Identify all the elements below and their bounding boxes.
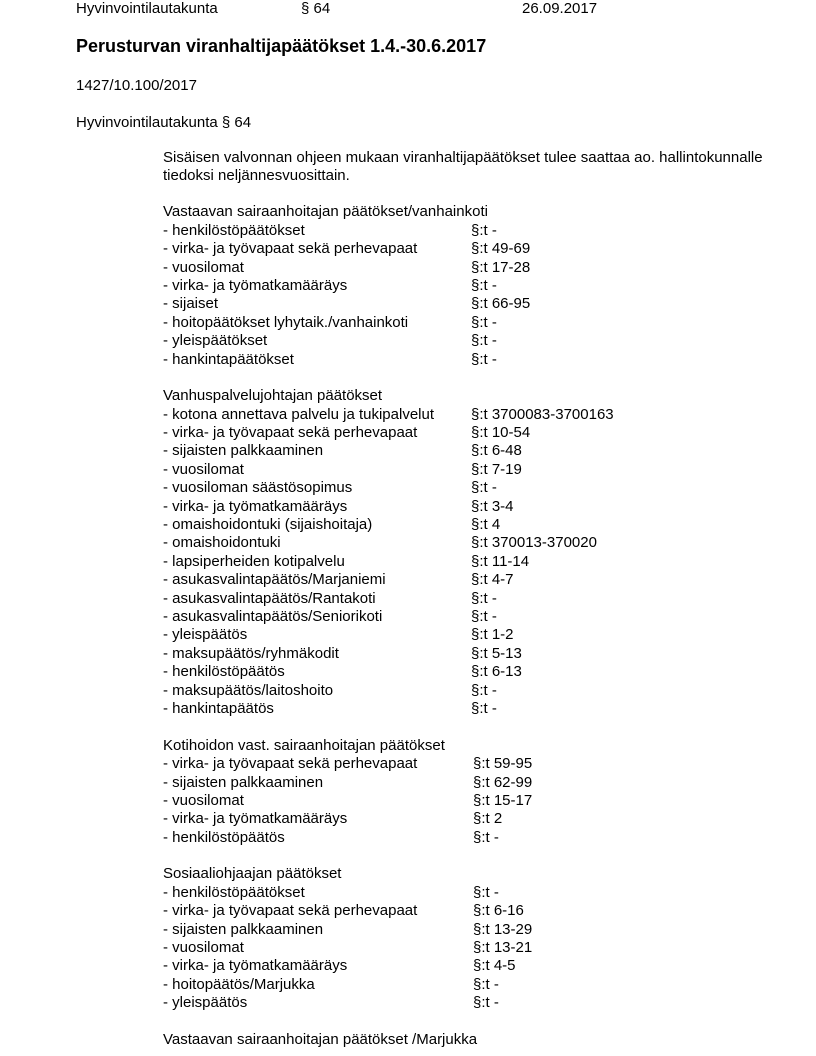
decision-paragraphs: §:t 3700083-3700163 <box>471 405 614 423</box>
decision-label: - henkilöstöpäätökset <box>163 883 305 901</box>
decision-paragraphs: §:t - <box>471 699 497 717</box>
decision-label: - henkilöstöpäätös <box>163 663 285 681</box>
decision-paragraphs: §:t 17-28 <box>471 258 531 276</box>
decision-paragraphs: §:t 4-7 <box>471 571 514 589</box>
decision-section <box>163 1031 803 1049</box>
decision-row <box>163 442 803 460</box>
intro-paragraph: Sisäisen valvonnan ohjeen mukaan viranhaltijapäätökset tulee saattaa ao. hallintokunnalle tiedoksi neljännesvuosittain. <box>163 149 763 184</box>
decision-row <box>163 479 803 497</box>
decision-row <box>163 424 803 442</box>
decision-paragraphs: §:t 66-95 <box>471 295 531 313</box>
header-date: 26.09.2017 <box>522 0 598 17</box>
decision-label: - yleispäätös <box>163 626 248 644</box>
decision-label: - vuosilomat <box>163 460 244 478</box>
decision-row <box>163 829 803 847</box>
decision-label: - virka- ja työvapaat sekä perhevapaat <box>163 424 418 442</box>
decision-paragraphs: §:t 370013-370020 <box>471 534 597 552</box>
decision-label: - sijaiset <box>163 295 219 313</box>
decision-row <box>163 810 803 828</box>
decision-label: - virka- ja työmatkamääräys <box>163 810 348 828</box>
decision-paragraphs: §:t 11-14 <box>471 552 530 570</box>
decision-row <box>163 277 803 295</box>
decision-paragraphs: §:t - <box>473 883 499 901</box>
decision-label: - vuosilomat <box>163 258 244 276</box>
decision-row <box>163 663 803 681</box>
decision-row <box>163 939 803 957</box>
decision-row <box>163 259 803 277</box>
decision-paragraphs: §:t - <box>471 221 497 239</box>
decision-paragraphs: §:t 1-2 <box>471 626 514 644</box>
decision-paragraphs: §:t - <box>471 276 497 294</box>
header-board: Hyvinvointilautakunta <box>76 0 218 17</box>
section-title: Vanhuspalvelujohtajan päätökset <box>163 387 383 405</box>
decision-label: - sijaisten palkkaaminen <box>163 773 324 791</box>
decision-row <box>163 351 803 369</box>
decision-label: - vuosiloman säästösopimus <box>163 479 353 497</box>
decision-paragraphs: §:t 13-29 <box>473 920 533 938</box>
decision-row <box>163 332 803 350</box>
decision-paragraphs: §:t 49-69 <box>471 240 531 258</box>
decision-paragraphs: §:t 13-21 <box>473 939 533 957</box>
decision-label: - virka- ja työvapaat sekä perhevapaat <box>163 755 418 773</box>
decision-row <box>163 461 803 479</box>
decision-paragraphs: §:t - <box>471 313 497 331</box>
decision-row <box>163 240 803 258</box>
decisions-body <box>163 149 803 1049</box>
decision-label: - virka- ja työmatkamääräys <box>163 497 348 515</box>
decision-paragraphs: §:t 7-19 <box>471 460 522 478</box>
decision-label: - hankintapäätös <box>163 699 274 717</box>
decision-paragraphs: §:t - <box>471 350 497 368</box>
decision-label: - virka- ja työvapaat sekä perhevapaat <box>163 902 418 920</box>
decision-row <box>163 406 803 424</box>
decision-label: - yleispäätökset <box>163 332 268 350</box>
decision-label: - hankintapäätökset <box>163 350 294 368</box>
decision-paragraphs: §:t - <box>471 332 497 350</box>
decision-row <box>163 608 803 626</box>
decision-paragraphs: §:t - <box>473 828 499 846</box>
decision-sections <box>163 203 803 1049</box>
decision-paragraphs: §:t 2 <box>473 810 503 828</box>
decision-paragraphs: §:t 6-48 <box>471 442 522 460</box>
section-title: Vastaavan sairaanhoitajan päätökset /Marjukka <box>163 1030 478 1048</box>
decision-label: - hoitopäätös/Marjukka <box>163 975 315 993</box>
section-title: Vastaavan sairaanhoitajan päätökset/vanhainkoti <box>163 203 488 221</box>
decision-label: - virka- ja työmatkamääräys <box>163 957 348 975</box>
decision-label: - omaishoidontuki <box>163 534 281 552</box>
section-title: Kotihoidon vast. sairaanhoitajan päätökset <box>163 736 445 754</box>
decision-row <box>163 626 803 644</box>
decision-label: - lapsiperheiden kotipalvelu <box>163 552 345 570</box>
decision-paragraphs: §:t 4-5 <box>473 957 516 975</box>
decision-paragraphs: §:t - <box>473 975 499 993</box>
decision-section <box>163 737 803 847</box>
decision-section <box>163 865 803 1012</box>
decision-label: - omaishoidontuki (sijaishoitaja) <box>163 516 373 534</box>
decision-paragraphs: §:t 6-16 <box>473 902 524 920</box>
decision-row <box>163 314 803 332</box>
decision-paragraphs: §:t 3-4 <box>471 497 514 515</box>
decision-row <box>163 976 803 994</box>
decision-paragraphs: §:t 59-95 <box>473 755 533 773</box>
board-reference: Hyvinvointilautakunta § 64 <box>76 114 252 131</box>
decision-row <box>163 498 803 516</box>
decision-row <box>163 645 803 663</box>
decision-row <box>163 700 803 718</box>
decision-label: - asukasvalintapäätös/Marjaniemi <box>163 571 386 589</box>
decision-row <box>163 222 803 240</box>
decision-label: - henkilöstöpäätös <box>163 828 285 846</box>
decision-label: - maksupäätös/laitoshoito <box>163 681 334 699</box>
decision-row <box>163 774 803 792</box>
decision-label: - virka- ja työmatkamääräys <box>163 276 348 294</box>
decision-row <box>163 792 803 810</box>
decision-label: - vuosilomat <box>163 791 244 809</box>
decision-label: - asukasvalintapäätös/Seniorikoti <box>163 607 383 625</box>
section-title: Sosiaaliohjaajan päätökset <box>163 865 342 883</box>
decision-label: - henkilöstöpäätökset <box>163 221 305 239</box>
decision-label: - asukasvalintapäätös/Rantakoti <box>163 589 376 607</box>
decision-paragraphs: §:t - <box>471 681 497 699</box>
record-number: 1427/10.100/2017 <box>76 77 197 94</box>
decision-paragraphs: §:t - <box>471 479 497 497</box>
decision-paragraphs: §:t 5-13 <box>471 644 522 662</box>
decision-row <box>163 571 803 589</box>
decision-label: - sijaisten palkkaaminen <box>163 442 324 460</box>
decision-row <box>163 902 803 920</box>
decision-paragraphs: §:t 10-54 <box>471 424 531 442</box>
decision-label: - vuosilomat <box>163 939 244 957</box>
decision-row <box>163 590 803 608</box>
decision-row <box>163 957 803 975</box>
decision-row <box>163 884 803 902</box>
header-section: § 64 <box>301 0 331 17</box>
decision-section <box>163 387 803 718</box>
decision-row <box>163 755 803 773</box>
decision-section <box>163 203 803 369</box>
decision-paragraphs: §:t 4 <box>471 516 501 534</box>
decision-paragraphs: §:t 15-17 <box>473 791 533 809</box>
decision-paragraphs: §:t 6-13 <box>471 663 522 681</box>
decision-row <box>163 682 803 700</box>
decision-row <box>163 994 803 1012</box>
decision-paragraphs: §:t - <box>473 994 499 1012</box>
decision-label: - hoitopäätökset lyhytaik./vanhainkoti <box>163 313 409 331</box>
decision-label: - maksupäätös/ryhmäkodit <box>163 644 339 662</box>
decision-label: - yleispäätös <box>163 994 248 1012</box>
decision-label: - sijaisten palkkaaminen <box>163 920 324 938</box>
decision-paragraphs: §:t - <box>471 607 497 625</box>
decision-paragraphs: §:t - <box>471 589 497 607</box>
decision-paragraphs: §:t 62-99 <box>473 773 533 791</box>
decision-label: - kotona annettava palvelu ja tukipalvelut <box>163 405 435 423</box>
decision-label: - virka- ja työvapaat sekä perhevapaat <box>163 240 418 258</box>
decision-row <box>163 553 803 571</box>
decision-row <box>163 534 803 552</box>
page-title: Perusturvan viranhaltijapäätökset 1.4.-30.6.2017 <box>76 36 487 56</box>
decision-row <box>163 516 803 534</box>
decision-row <box>163 295 803 313</box>
decision-row <box>163 921 803 939</box>
